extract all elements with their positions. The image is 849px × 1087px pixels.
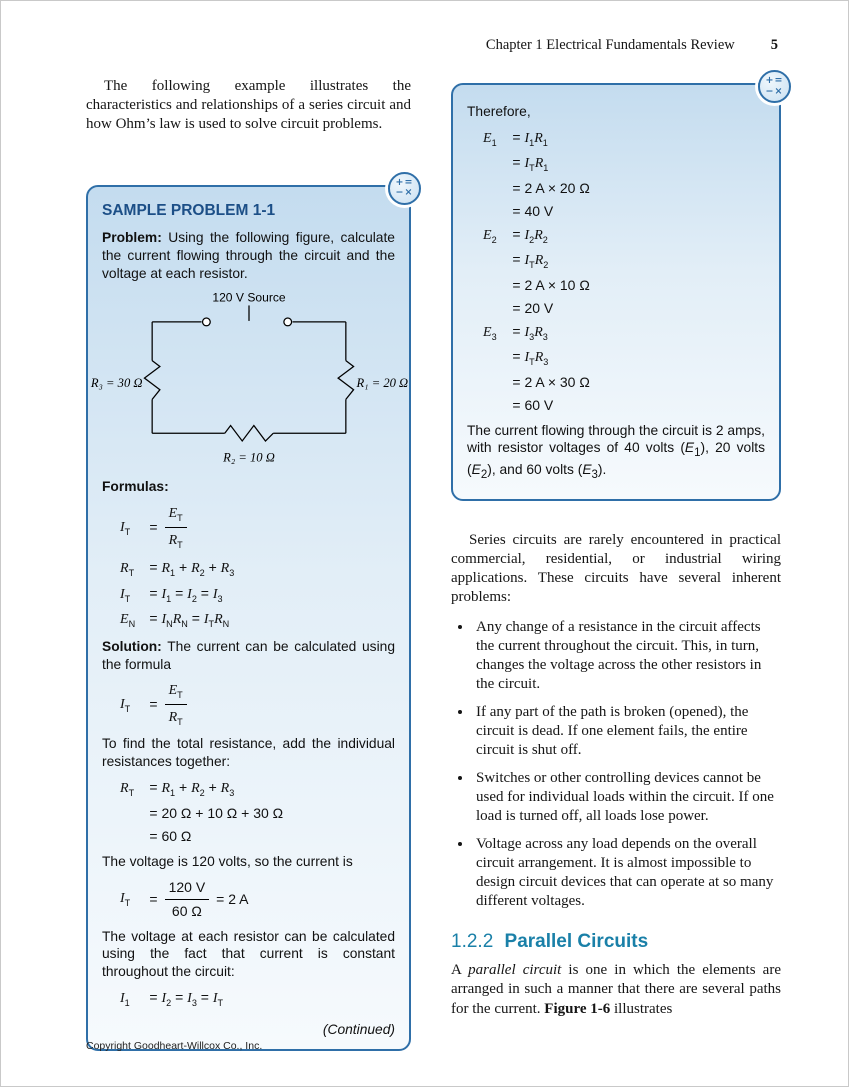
problem-statement xyxy=(102,229,395,283)
resistor-voltage-text: The voltage at each resistor can be calculated using the fact that current is constant throughout the circuit: xyxy=(102,928,395,980)
section-heading-parallel-circuits xyxy=(451,931,781,953)
list-item: • Voltage across any load depends on the overall circuit arrangement. It is almost impossible to design circuit devices that can operate at so many different voltages. xyxy=(473,835,781,911)
problem-label: Problem: xyxy=(102,229,162,245)
list-item: • Switches or other controlling devices cannot be used for individual loads within the circuit. If one load is turned off, all loads lose power. xyxy=(473,769,781,826)
formula-rt-sum: $R_T$ = $R_1 + R_2 + R_3$ xyxy=(120,559,235,579)
solution-eq2-block xyxy=(120,877,395,922)
two-column-layout xyxy=(86,75,784,1051)
equation-line: $E_1$ = $I_1R_1$ xyxy=(483,128,548,148)
resistor-r2-label: R₂ = 10 Ω xyxy=(222,450,275,465)
total-resistance-block xyxy=(120,777,395,846)
right-column xyxy=(451,75,784,1051)
source-label: 120 V Source xyxy=(211,291,286,306)
left-column xyxy=(86,77,414,1051)
series-circuit-figure xyxy=(90,288,408,472)
solution-eq-it: $I_T$ = $\frac{E_T}{R_T}$ xyxy=(120,679,395,729)
page-header xyxy=(1,37,778,54)
equation-line: = 60 V xyxy=(512,396,554,413)
fraction: $\frac{E_T}{R_T}$ xyxy=(165,679,187,729)
resistor-r2-zigzag xyxy=(224,426,272,441)
series-problems-list xyxy=(457,618,781,912)
formula-it-et-rt: $I_T$ = $\frac{E_T}{R_T}$ xyxy=(120,502,395,552)
equation-line: = 20 V xyxy=(512,299,554,316)
source-terminal-left xyxy=(202,318,210,326)
parallel-circuit-paragraph: A parallel circuit is one in which the elements are arranged in such a manner that there are several paths for the current. Figure 1-6 illustrates xyxy=(451,962,781,1017)
sample-problem-continuation-box xyxy=(451,75,784,501)
copyright-notice: Copyright Goodheart-Willcox Co., Inc. xyxy=(86,1040,263,1052)
equation-line: = 2 A × 10 Ω xyxy=(512,276,590,293)
circuit-diagram xyxy=(90,288,408,472)
list-item: • If any part of the path is broken (opened), the circuit is dead. If one element fails, the entire circuit is shut off. xyxy=(473,703,781,760)
solution-statement xyxy=(102,638,395,674)
fraction: $\frac{120 V}{60 \Omega}$ xyxy=(165,877,210,922)
solution-eq-current: $I_T$ = $\frac{120 V}{60 \Omega}$ = 2 A xyxy=(120,877,395,922)
problem-text: Using the following figure, calculate the current flowing through the circuit and the voltage at each resistor. xyxy=(102,229,395,281)
intro-paragraph: The following example illustrates the characteristics and relationships of a series circuit and how Ohm’s law is used to solve circuit problems. xyxy=(86,78,411,133)
resistor-r3-label: R₃ = 30 Ω xyxy=(90,376,142,391)
equation-line: = 20 Ω + 10 Ω + 30 Ω xyxy=(149,804,284,821)
math-badge-bottom-glyphs: −× xyxy=(765,85,784,97)
equation-line: $E_3$ = $I_3R_3$ xyxy=(483,322,548,342)
solution-label: Solution: xyxy=(102,638,162,654)
fraction: $\frac{E_T}{R_T}$ xyxy=(165,502,187,552)
series-circuits-paragraph: Series circuits are rarely encountered in practical commercial, residential, or industrial wiring applications. These circuits have several inherent problems: xyxy=(451,531,781,606)
equation-line: = 60 Ω xyxy=(149,827,192,844)
equation-line: = $I_TR_2$ xyxy=(512,251,549,271)
equation-line: = $I_TR_3$ xyxy=(512,348,549,367)
section-title: Parallel Circuits xyxy=(504,931,649,953)
solution-text: The current can be calculated using the formula xyxy=(102,638,395,672)
constant-current-block xyxy=(120,987,395,1010)
continued-note: (Continued) xyxy=(322,1021,395,1037)
sample-problem-box xyxy=(86,176,414,1051)
equation-line: = 2 A × 20 Ω xyxy=(512,179,590,196)
formulas-heading: Formulas: xyxy=(102,479,169,495)
solution-summary: The current flowing through the circuit is 2 amps, with resistor voltages of 40 volts $(E_1)$, 20 volts $(E_2)$, and 60 volts $(E_3)$. xyxy=(467,422,765,481)
equation-line: = $I_TR_1$ xyxy=(512,154,549,174)
resistor-r1-zigzag xyxy=(338,361,353,400)
formulas-block xyxy=(120,502,395,631)
math-badge-bottom-glyphs: −× xyxy=(395,187,414,199)
section-number: 1.2.2 xyxy=(451,931,494,953)
math-badge-top-glyphs: += xyxy=(395,176,414,188)
formula-en: $E_N$ = $I_NR_N = I_TR_N$ xyxy=(120,610,230,629)
therefore-text: Therefore, xyxy=(467,104,531,119)
equation-line: $R_T$ = $R_1 + R_2 + R_3$ xyxy=(120,779,235,798)
math-badge-icon xyxy=(758,70,791,103)
page-number: 5 xyxy=(770,37,778,53)
resistor-r1-label: R₁ = 20 Ω xyxy=(355,376,408,391)
math-badge-top-glyphs: += xyxy=(765,75,784,87)
voltage-solution-block xyxy=(483,127,765,416)
equation-line: $I_1$ = $I_2 = I_3 = I_T$ xyxy=(120,989,224,1009)
formula-current-equal: $I_T$ = $I_1 = I_2 = I_3$ xyxy=(120,584,223,604)
sample-problem-title: SAMPLE PROBLEM 1-1 xyxy=(102,201,276,219)
voltage-text: The voltage is 120 volts, so the current is xyxy=(102,853,353,869)
equation-line: = 2 A × 30 Ω xyxy=(512,373,590,390)
list-item: • Any change of a resistance in the circuit affects the current throughout the circuit. This, in turn, changes the voltage across the other resistors in the circuit. xyxy=(473,618,781,694)
equation-line: = 40 V xyxy=(512,202,554,219)
equation-line: $E_2$ = $I_2R_2$ xyxy=(483,225,548,245)
solution-eq1-block xyxy=(120,679,395,729)
chapter-title: Chapter 1 Electrical Fundamentals Review xyxy=(485,37,735,53)
resistance-text: To find the total resistance, add the individual resistances together: xyxy=(102,736,395,770)
source-terminal-right xyxy=(283,318,291,326)
math-badge-icon xyxy=(388,172,421,205)
resistor-r3-zigzag xyxy=(144,361,159,400)
